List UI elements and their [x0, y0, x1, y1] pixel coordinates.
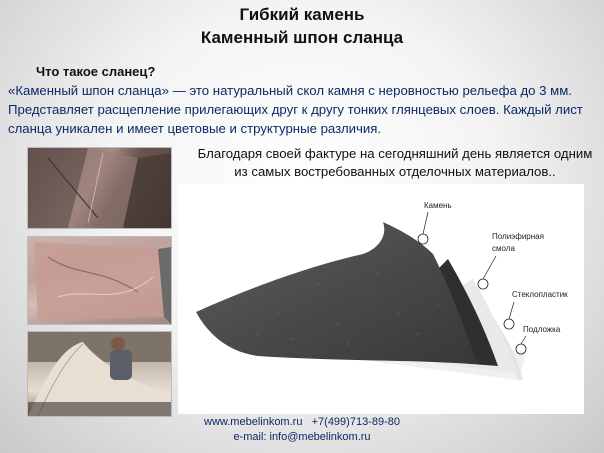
- label-resin-2: смола: [492, 244, 515, 253]
- slate-rock-photo: [27, 147, 172, 229]
- footer-email[interactable]: e-mail: info@mebelinkom.ru: [233, 431, 371, 443]
- label-backing: Подложка: [523, 325, 561, 334]
- stone-layer: [196, 222, 478, 364]
- label-resin-1: Полиэфирная: [492, 232, 544, 241]
- layers-diagram: [178, 184, 584, 414]
- worker-bending-photo: [27, 331, 172, 417]
- section-question: Что такое сланец?: [36, 64, 156, 79]
- title-line1: Гибкий камень: [239, 5, 365, 24]
- label-stone: Камень: [424, 201, 452, 210]
- footer-phone: +7(499)713-89-80: [311, 416, 400, 428]
- label-fiberglass: Стеклопластик: [512, 290, 568, 299]
- footer-site-link[interactable]: www.mebelinkom.ru: [204, 416, 303, 428]
- footer-contacts: [0, 416, 604, 428]
- slate-sheet-photo: [27, 236, 172, 325]
- intro-paragraph: «Каменный шпон сланца» — это натуральный скол камня с неровностью рельефа до 3 мм. Представляет расщепление прилегающих друг к другу тонких глянцевых слоев. Каждый лист сланца уникален и имеет цветовые и структурные различия.: [8, 83, 583, 136]
- title-line2: Каменный шпон сланца: [200, 28, 404, 47]
- feature-text: Благодаря своей фактуре на сегодняшний день является одним из самых востребованных отделочных материалов..: [197, 146, 593, 179]
